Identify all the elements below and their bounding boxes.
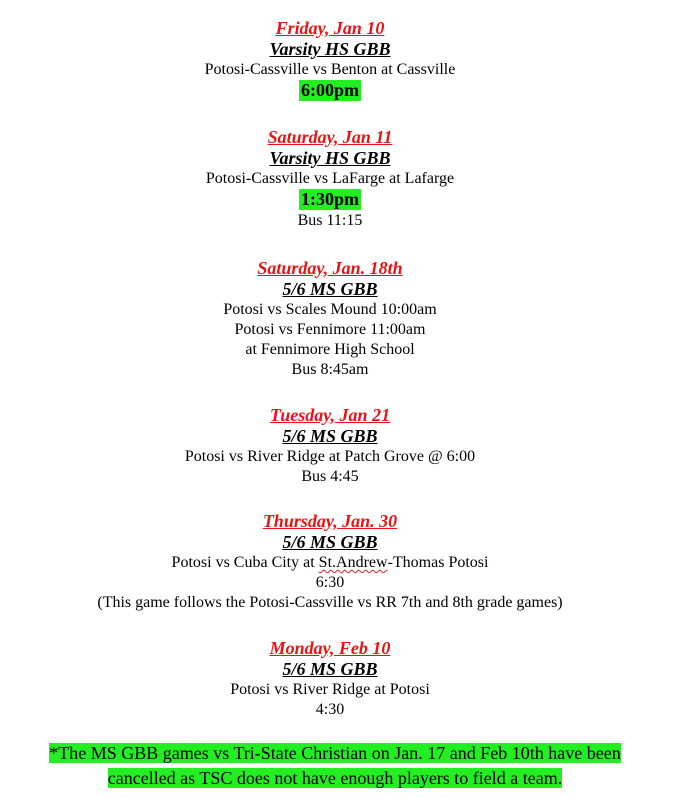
event-matchup: Potosi vs River Ridge at Patch Grove @ 6:00 (184, 448, 476, 465)
event-date: Saturday, Jan. 18th (257, 258, 403, 278)
event-time: 4:30 (315, 701, 345, 718)
matchup-text: -Thomas Potosi (387, 554, 489, 571)
event-saturday-jan-18 (0, 258, 660, 380)
event-matchup: Potosi vs River Ridge at Potosi (230, 681, 430, 698)
event-team: Varsity HS GBB (269, 148, 391, 168)
event-team: 5/6 MS GBB (282, 532, 378, 552)
event-team: 5/6 MS GBB (282, 279, 378, 299)
event-date: Saturday, Jan 11 (267, 127, 393, 147)
event-matchup: Potosi-Cassville vs Benton at Cassville (204, 61, 456, 78)
event-team: 5/6 MS GBB (282, 426, 378, 446)
event-line: at Fennimore High School (245, 341, 415, 358)
spellcheck-flagged-word: St.Andrew (318, 554, 388, 571)
event-team: Varsity HS GBB (269, 39, 391, 59)
event-line: Potosi vs Fennimore 11:00am (234, 321, 426, 338)
event-team: 5/6 MS GBB (282, 659, 378, 679)
event-time: 6:30 (315, 574, 345, 591)
event-bus: Bus 8:45am (291, 361, 369, 378)
note-line-2: cancelled as TSC does not have enough players to field a team. (107, 768, 563, 788)
event-bus: Bus 4:45 (301, 468, 359, 485)
event-friday-jan-10 (0, 18, 660, 102)
note-line-1: *The MS GBB games vs Tri-State Christian on Jan. 17 and Feb 10th have been (49, 743, 621, 763)
event-time: 6:00pm (301, 80, 359, 100)
event-date: Tuesday, Jan 21 (269, 405, 391, 425)
event-tuesday-jan-21 (0, 405, 660, 487)
matchup-text: Potosi vs Cuba City at (171, 554, 319, 571)
event-line: Potosi vs Scales Mound 10:00am (223, 301, 437, 318)
event-date: Thursday, Jan. 30 (262, 511, 398, 531)
event-bus: Bus 11:15 (297, 212, 363, 229)
event-date: Monday, Feb 10 (269, 638, 391, 658)
cancellation-note (10, 741, 660, 791)
event-time: 1:30pm (301, 189, 359, 209)
event-thursday-jan-30 (0, 511, 660, 613)
event-note: (This game follows the Potosi-Cassville vs RR 7th and 8th grade games) (97, 594, 563, 611)
event-date: Friday, Jan 10 (275, 18, 385, 38)
event-saturday-jan-11 (0, 127, 660, 231)
event-monday-feb-10 (0, 638, 660, 720)
event-matchup (0, 553, 660, 573)
event-matchup: Potosi-Cassville vs LaFarge at Lafarge (205, 170, 455, 187)
